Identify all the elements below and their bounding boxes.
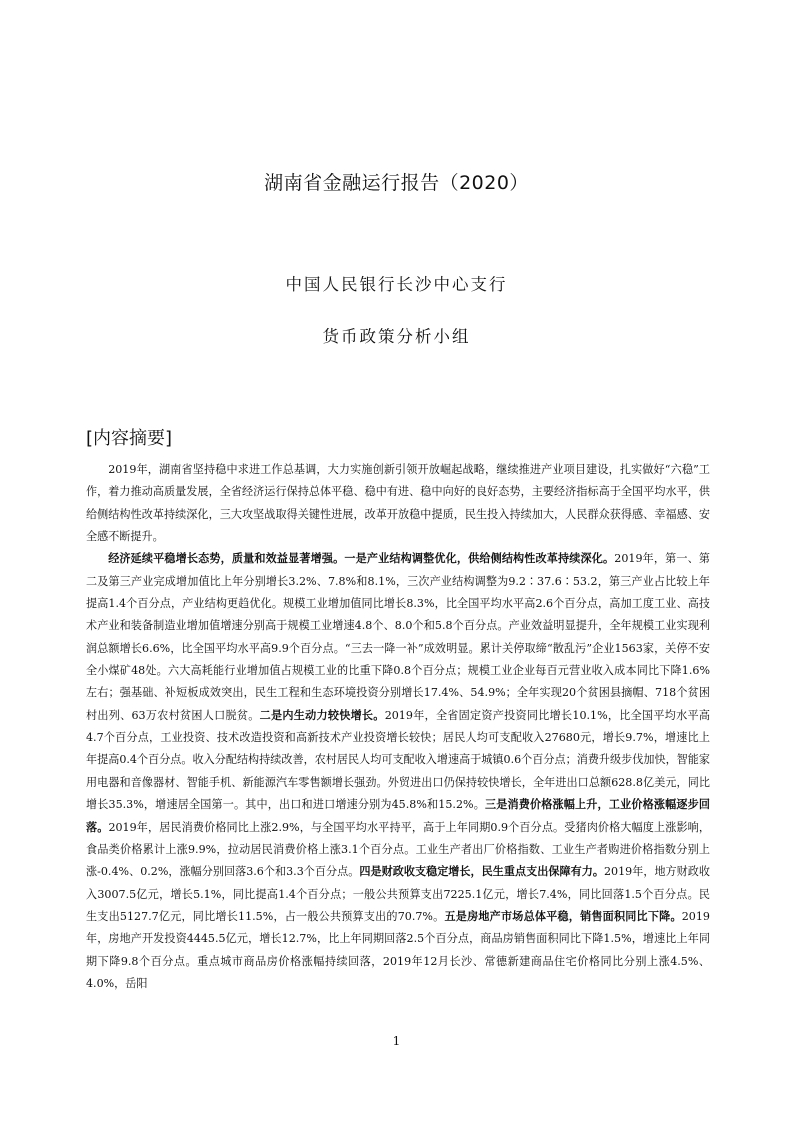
text-5: 2019年，房地产开发投资4445.5亿元，增长12.7%，比上年同期回落2.5个百分点，商品房销售面积同比下降1.5%，增速比上年同期下降9.8个百分点。重点城市商品房价格涨幅持续回落，2019年12月长沙、常德新建商品住宅价格同比分别上涨4.5%、4.0%，岳阳 [86,909,710,990]
text-2: 2019年，全省固定资产投资同比增长10.1%，比全国平均水平高4.7个百分点，工业投资、技术改造投资和高新技术产业投资增长较快；居民人均可支配收入27680元，增长9.7%，增速比上年提高0.4个百分点。收入分配结构持续改善，农村居民人均可支配收入增速高于城镇0.6个百分点；消费升级步伐加快，智能家用电器和音像器材、智能手机、新能源汽车零售额增长强劲。外贸进出口仍保持较快增长，全年进出口总额628.8亿美元，同比增长35.3%，增速居全国第一。其中，出口和进口增速分别为45.8%和15.2%。 [86,708,710,812]
document-title: 湖南省金融运行报告（2020） [264,172,529,194]
bold-lead-3: 三是消费价格涨幅上升，工业价格涨幅逐步回落。 [86,798,710,834]
bold-lead-1: 经济延续平稳增长态势，质量和效益显著增强。一是产业结构调整优化，供给侧结构性改革持续深化。 [108,552,615,566]
paragraph-intro: 2019年，湖南省坚持稳中求进工作总基调，大力实施创新引领开放崛起战略，继续推进产业项目建设，扎实做好“六稳”工作，着力推动高质量发展，全省经济运行保持总体平稳、稳中有进、稳中向好的良好态势，主要经济指标高于全国平均水平，供给侧结构性改革持续深化，三大攻坚战取得关键性进展，改革开放稳中提质，民生投入持续加大，人民群众获得感、幸福感、安全感不断提升。 [86,463,710,544]
page-number: 1 [392,1034,401,1048]
bold-lead-2: 二是内生动力较快增长。 [259,708,385,722]
text-3: 2019年，居民消费价格同比上涨2.9%，与全国平均水平持平，高于上年同期0.9个百分点。受猪肉价格大幅度上涨影响，食品类价格累计上涨9.9%，拉动居民消费价格上涨3.1个百分点。工业生产者出厂价格指数、工业生产者购进价格指数分别上涨-0.4%、0.2%，涨幅分别回落3.6个和3.3个百分点。 [86,820,710,879]
bold-lead-5: 五是房地产市场总体平稳，销售面积同比下降。 [444,909,682,923]
text-4: 2019年，地方财政收入3007.5亿元，增长5.1%，同比提高1.4个百分点；一般公共预算支出7225.1亿元，增长7.4%，同比回落1.5个百分点。民生支出5127.7亿元，同比增长11.5%，占一般公共预算支出的70.7%。 [86,865,711,923]
issuing-organization: 中国人民银行长沙中心支行 [285,275,508,294]
text-1: 2019年，第一、第二及第三产业完成增加值比上年分别增长3.2%、7.8%和8.1%，三次产业结构调整为9.2∶37.6∶53.2，第三产业占比较上年提高1.4个百分点，产业结构更趋优化。规模工业增加值同比增长8.3%，比全国平均水平高2.6个百分点，高加工度工业、高技术产业和装备制造业增加值增速分别高于规模工业增速4.8个、8.0个和5.8个百分点。产业效益明显提升，全年规模工业实现利润总额增长6.6%，比全国平均水平高9.9个百分点。“三去一降一补”成效明显。累计关停取缔“散乱污”企业1563家，关停不安全小煤矿48处。六大高耗能行业增加值占规模工业的比重下降0.8个百分点；规模工业企业每百元营业收入成本同比下降1.6%左右；强基础、补短板成效突出，民生工程和生态环境投资分别增长17.4%、54.9%；全年实现20个贫困县摘帽、718个贫困村出列、63万农村贫困人口脱贫。 [86,552,710,722]
paragraph-economy [86,548,710,995]
bold-lead-4: 四是财政收支稳定增长，民生重点支出保障有力。 [359,865,604,879]
abstract-body [86,459,710,995]
section-heading: [内容摘要] [86,428,173,449]
author-group: 货币政策分析小组 [322,327,471,346]
